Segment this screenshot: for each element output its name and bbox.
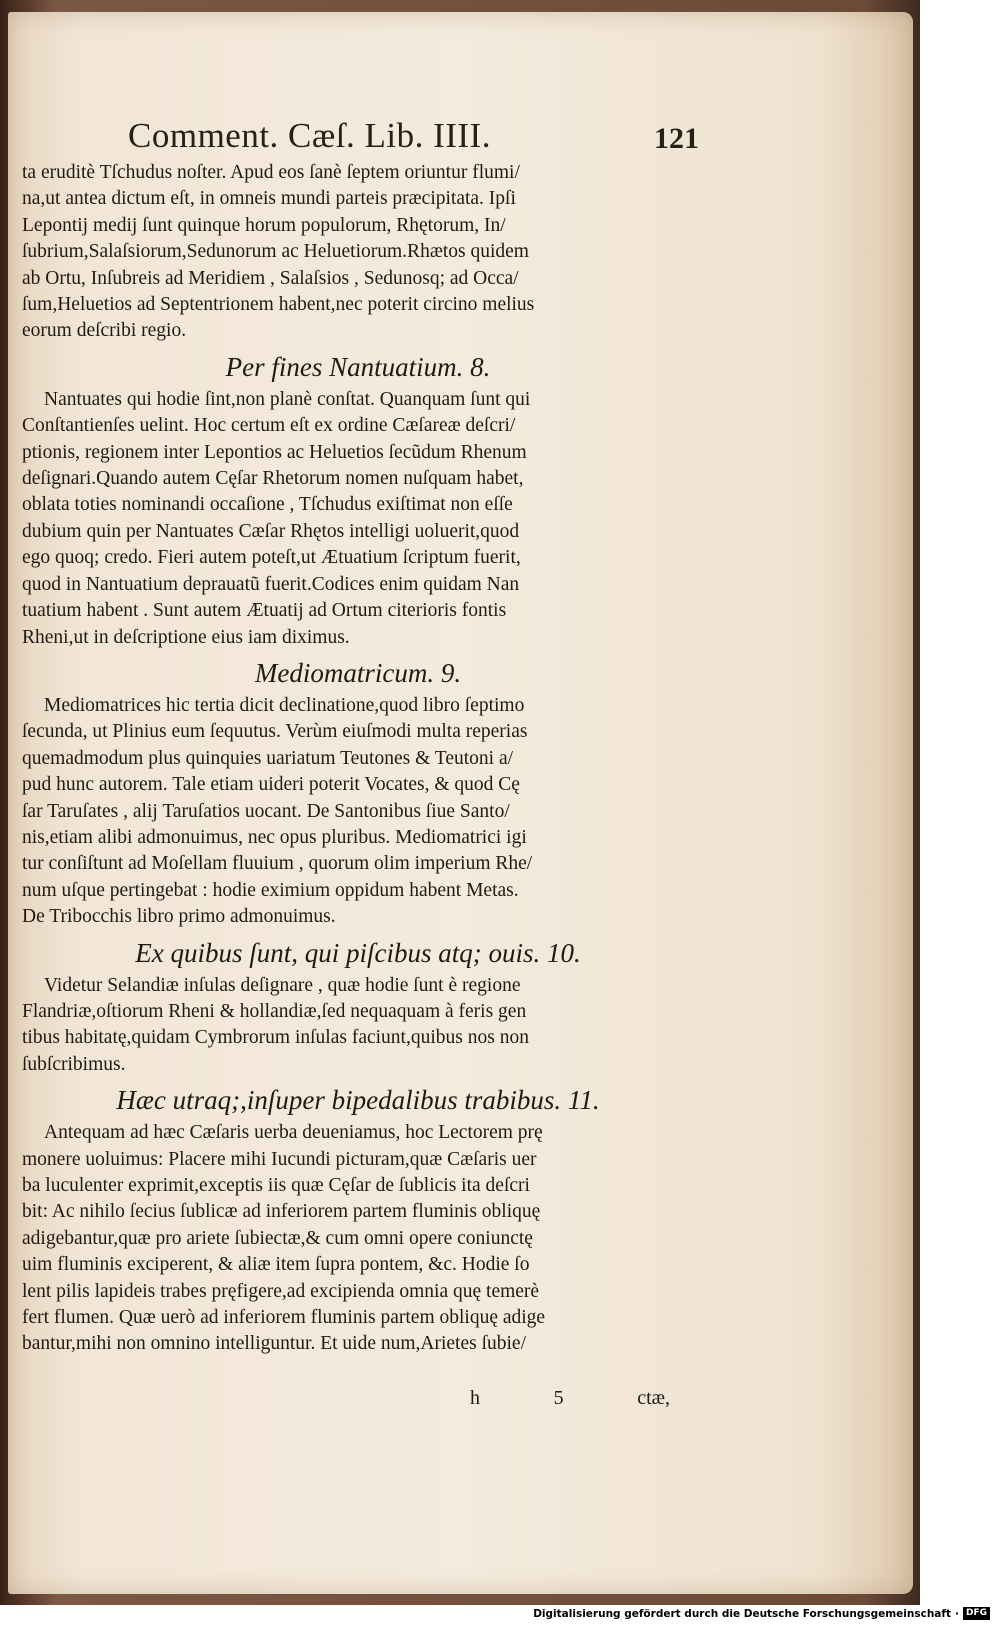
text-line: lent pilis lapideis trabes pręfigere,ad excipienda omnia quę temerè: [22, 1280, 540, 1302]
catchword: ctæ,: [637, 1387, 670, 1409]
paragraph: [22, 387, 694, 651]
digitization-credit: Digitalisierung gefördert durch die Deutsche Forschungsgemeinschaft · DFG: [533, 1607, 990, 1620]
page-body: [22, 160, 694, 1358]
text-line: ſum,Heluetios ad Septentrionem habent,nec poterit circino melius: [22, 294, 535, 316]
section-heading: Ex quibus ſunt, qui piſcibus atq; ouis. 10.: [135, 937, 581, 968]
paragraph: [22, 973, 694, 1079]
text-line: fert flumen. Quæ uerò ad inferiorem fluminis partem obliquę adige: [22, 1307, 546, 1329]
text-line: dubium quin per Nantuates Cæſar Rhętos intelligi uoluerit,quod: [22, 520, 520, 542]
text-line: eorum deſcribi regio.: [22, 320, 187, 342]
text-line: quod in Nantuatium deprauatũ fuerit.Codices enim quidam Nan: [22, 573, 520, 595]
text-line: ſar Taruſates , alij Taruſatios uocant. De Santonibus ſiue Santo/: [22, 800, 510, 822]
text-line: pud hunc autorem. Tale etiam uideri poterit Vocates, & quod Cę: [22, 774, 520, 796]
text-line: monere uoluimus: Placere mihi Iucundi picturam,quæ Cæſaris uer: [22, 1148, 537, 1170]
catchword-line: [470, 1387, 670, 1410]
paragraph: [22, 160, 694, 345]
section-heading: Per fines Nantuatium. 8.: [225, 351, 491, 382]
text-line: ptionis, regionem inter Lepontios ac Heluetios ſecũdum Rhenum: [22, 441, 527, 463]
text-line: ego quoq; credo. Fieri autem poteſt,ut Ætuatium ſcriptum fuerit,: [22, 547, 521, 569]
text-line: deſignari.Quando autem Cęſar Rhetorum nomen nuſquam habet,: [22, 468, 524, 490]
paragraph: [22, 1120, 694, 1358]
text-line: ab Ortu, Inſubreis ad Meridiem , Salaſsios , Sedunosq; ad Occa/: [22, 267, 519, 289]
text-line: adigebantur,quæ pro ariete ſubiectæ,& cum omni opere coniunctę: [22, 1227, 533, 1249]
credit-text: Digitalisierung gefördert durch die Deutsche Forschungsgemeinschaft: [533, 1607, 951, 1620]
text-line: uim fluminis exciperent, & aliæ item ſupra pontem, &c. Hodie ſo: [22, 1254, 530, 1276]
signature-mark: h: [470, 1387, 480, 1409]
text-line: Antequam ad hæc Cæſaris uerba deueniamus, hoc Lectorem prę: [44, 1122, 543, 1144]
text-section: [22, 347, 694, 651]
text-line: na,ut antea dictum eſt, in omneis mundi parteis præcipitata. Ipſi: [22, 188, 516, 210]
text-line: Mediomatrices hic tertia dicit declinatione,quod libro ſeptimo: [44, 694, 525, 716]
text-line: ſubſcribimus.: [22, 1053, 126, 1075]
text-line: Conſtantienſes uelint. Hoc certum eſt ex ordine Cæſareæ deſcri/: [22, 415, 516, 437]
text-line: nis,etiam alibi admonuimus, nec opus pluribus. Mediomatrici igi: [22, 826, 527, 848]
text-line: bantur,mihi non omnino intelliguntur. Et uide num,Arietes ſubie/: [22, 1333, 526, 1355]
text-line: ſecunda, ut Plinius eum ſequutus. Verùm eiuſmodi multa reperias: [22, 721, 528, 743]
text-line: oblata toties nominandi occaſione , Tſchudus exiſtimat non eſſe: [22, 494, 513, 516]
text-line: num uſque pertingebat : hodie eximium oppidum habent Metas.: [22, 879, 519, 901]
text-line: ta eruditè Tſchudus noſter. Apud eos ſanè ſeptem oriuntur flumi/: [22, 162, 520, 183]
text-line: ba luculenter exprimit,exceptis iis quæ Cęſar de ſublicis ita deſcri: [22, 1175, 530, 1196]
running-title: Comment. Cæſ. Lib. IIII.: [128, 116, 491, 155]
text-line: tibus habitatę,quidam Cymbrorum inſulas faciunt,quibus nos non: [22, 1027, 529, 1049]
text-line: Flandriæ,oſtiorum Rheni & hollandiæ,ſed nequaquam à feris gen: [22, 1000, 527, 1022]
text-line: bit: Ac nihilo ſecius ſublicæ ad inferiorem partem fluminis obliquę: [22, 1201, 541, 1223]
text-line: ſubrium,Salaſsiorum,Sedunorum ac Heluetiorum.Rhætos quidem: [22, 241, 529, 263]
section-heading: Mediomatricum. 9.: [254, 657, 462, 688]
signature-number: 5: [553, 1387, 564, 1409]
section-heading: Hæc utraq;,inſuper bipedalibus trabibus. 11.: [116, 1085, 600, 1116]
text-line: De Tribocchis libro primo admonuimus.: [22, 906, 336, 928]
text-line: Nantuates qui hodie ſint,non planè conſtat. Quanquam ſunt qui: [44, 388, 531, 410]
text-section: [22, 160, 694, 345]
text-section: [22, 653, 694, 931]
text-section: [22, 933, 694, 1079]
text-line: tur conſiſtunt ad Moſellam fluuium , quorum olim imperium Rhe/: [22, 853, 533, 875]
text-line: Videtur Selandiæ inſulas deſignare , quæ hodie ſunt è regione: [44, 974, 521, 996]
text-line: Lepontij medij ſunt quinque horum populorum, Rhętorum, In/: [22, 214, 506, 236]
text-line: quemadmodum plus quinquies uariatum Teutones & Teutoni a/: [22, 747, 514, 769]
page-number: 121: [654, 122, 699, 155]
paragraph: [22, 693, 694, 931]
text-line: tuatium habent . Sunt autem Ætuatij ad Ortum citerioris fontis: [22, 600, 507, 622]
text-section: [22, 1080, 694, 1358]
dfg-logo: DFG: [963, 1607, 990, 1620]
text-line: Rheni,ut in deſcriptione eius iam diximus.: [22, 626, 350, 648]
